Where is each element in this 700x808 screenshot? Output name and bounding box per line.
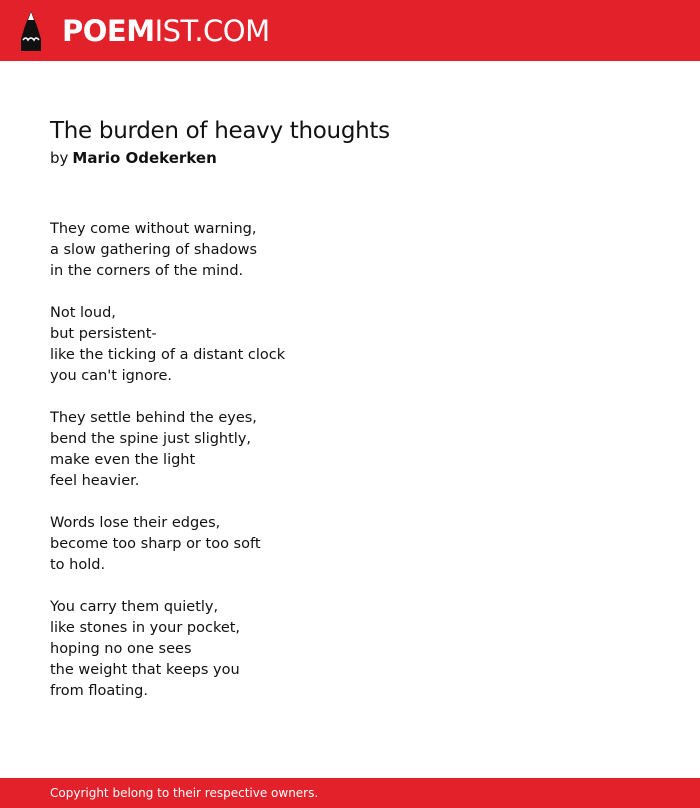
byline-prefix: by [50,149,69,167]
poem-line: to hold. [50,557,106,573]
site-brand [62,10,270,52]
stanza [50,597,650,702]
poem-line: Words lose their edges, [50,515,221,531]
stanza [50,513,650,576]
poem-line: Not loud, [50,305,116,321]
poem-line: like stones in your pocket, [50,620,241,636]
poem-line: feel heavier. [50,473,140,489]
poem-line: like the ticking of a distant clock [50,347,286,363]
poem-line: become too sharp or too soft [50,536,261,552]
poem-line: You carry them quietly, [50,599,219,615]
poem-line: in the corners of the mind. [50,263,244,279]
stanza [50,219,650,282]
poem-line: bend the spine just slightly, [50,431,252,447]
poem-line: make even the light [50,452,196,468]
poem-line: They come without warning, [50,221,257,237]
brand-strong: POEM [62,14,155,48]
author-name[interactable]: Mario Odekerken [72,149,217,167]
poem-line: hoping no one sees [50,641,192,657]
brand-light: IST.COM [154,14,270,48]
poem-body [50,219,650,702]
poem-line: from floating. [50,683,148,699]
poem-line: the weight that keeps you [50,662,240,678]
poem-line: but persistent- [50,326,157,342]
site-header [0,0,700,61]
copyright-notice: Copyright belong to their respective owners. [50,786,319,800]
stanza [50,408,650,492]
poem-line: you can't ignore. [50,368,173,384]
pencil-tip-icon [18,10,44,52]
byline [50,147,650,169]
stanza [50,303,650,387]
site-footer [0,778,700,808]
poem-line: a slow gathering of shadows [50,242,258,258]
poem-title: The burden of heavy thoughts [50,118,390,144]
site-logo-link[interactable] [18,10,270,52]
poem-content [50,115,650,723]
poem-line: They settle behind the eyes, [50,410,257,426]
